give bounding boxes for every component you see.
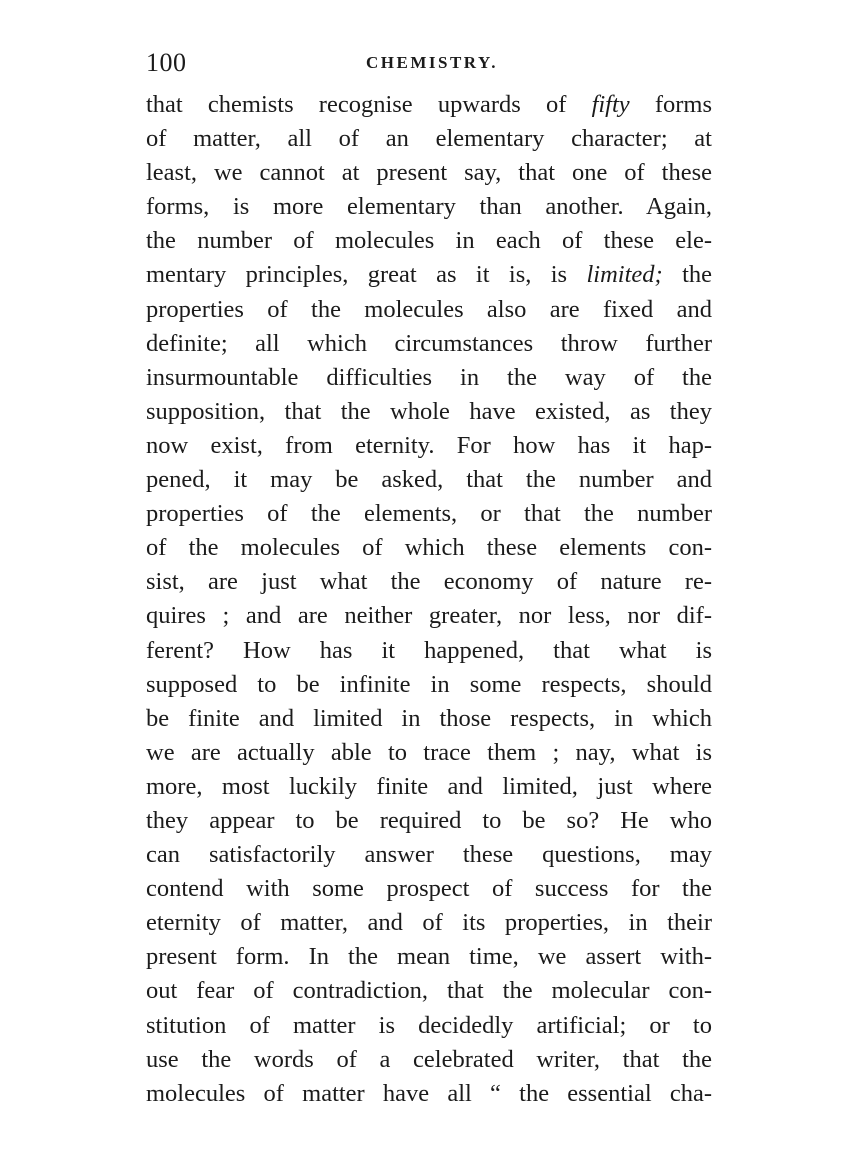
text-line — [146, 1043, 712, 1077]
text-segment: stitution of matter is decidedly artificial; or to — [146, 1011, 712, 1039]
text-segment: properties of the molecules also are fixed and — [146, 295, 712, 323]
text-line — [146, 531, 712, 565]
text-line — [146, 156, 712, 190]
text-line — [146, 1077, 712, 1111]
text-segment: use the words of a celebrated writer, that the — [146, 1045, 712, 1073]
text-line — [146, 599, 712, 633]
italic-text: limited; — [586, 261, 663, 289]
text-segment: ferent? How has it happened, that what is — [146, 636, 712, 664]
running-head — [146, 46, 712, 80]
text-line — [146, 224, 712, 258]
text-segment: insurmountable difficulties in the way of the — [146, 363, 712, 391]
text-line — [146, 122, 712, 156]
text-line — [146, 395, 712, 429]
text-segment: eternity of matter, and of its properties, in their — [146, 909, 712, 937]
text-segment: forms — [629, 91, 712, 118]
text-segment: more, most luckily finite and limited, just where — [146, 772, 712, 800]
text-line — [146, 838, 712, 872]
text-segment: pened, it may be asked, that the number and — [146, 466, 712, 494]
text-line — [146, 974, 712, 1008]
text-line — [146, 327, 712, 361]
text-segment: contend with some prospect of success for the — [146, 875, 712, 903]
text-line — [146, 736, 712, 770]
text-line — [146, 88, 712, 122]
italic-text: fifty — [591, 91, 630, 118]
text-segment: we are actually able to trace them ; nay, what is — [146, 738, 712, 766]
text-segment: now exist, from eternity. For how has it hap- — [146, 431, 712, 459]
text-segment: out fear of contradiction, that the molecular con- — [146, 977, 712, 1005]
text-line — [146, 634, 712, 668]
text-line — [146, 293, 712, 327]
text-segment: of the molecules of which these elements con- — [146, 534, 712, 562]
text-segment: the — [662, 261, 712, 289]
text-segment: the number of molecules in each of these ele- — [146, 227, 712, 255]
text-line — [146, 702, 712, 736]
text-line — [146, 770, 712, 804]
text-line — [146, 258, 712, 292]
text-segment: present form. In the mean time, we assert with- — [146, 943, 712, 971]
text-line — [146, 463, 712, 497]
text-line — [146, 872, 712, 906]
text-segment: sist, are just what the economy of nature re- — [146, 568, 712, 596]
text-line — [146, 668, 712, 702]
text-segment: that chemists recognise upwards of — [146, 91, 592, 118]
text-line — [146, 906, 712, 940]
text-line — [146, 429, 712, 463]
text-segment: least, we cannot at present say, that one of these — [146, 159, 712, 187]
text-line — [146, 1009, 712, 1043]
text-segment: forms, is more elementary than another. Again, — [146, 193, 712, 221]
text-segment: of matter, all of an elementary character; at — [146, 125, 712, 153]
text-line — [146, 940, 712, 974]
page-number: 100 — [146, 48, 187, 77]
text-segment: definite; all which circumstances throw further — [146, 329, 712, 357]
text-line — [146, 361, 712, 395]
text-line — [146, 190, 712, 224]
running-title: CHEMISTRY. — [366, 53, 498, 72]
text-segment: be finite and limited in those respects, in which — [146, 704, 712, 732]
text-segment: properties of the elements, or that the number — [146, 500, 712, 528]
text-segment: supposed to be infinite in some respects, should — [146, 670, 712, 698]
text-line — [146, 804, 712, 838]
body-paragraph — [146, 88, 712, 1111]
text-segment: they appear to be required to be so? He who — [146, 806, 712, 834]
text-segment: mentary principles, great as it is, is — [146, 261, 587, 289]
text-line — [146, 565, 712, 599]
text-segment: molecules of matter have all “ the essential cha- — [146, 1079, 712, 1107]
text-segment: can satisfactorily answer these questions, may — [146, 841, 712, 869]
text-segment: supposition, that the whole have existed, as they — [146, 397, 712, 425]
text-segment: quires ; and are neither greater, nor less, nor dif- — [146, 602, 712, 630]
text-line — [146, 497, 712, 531]
